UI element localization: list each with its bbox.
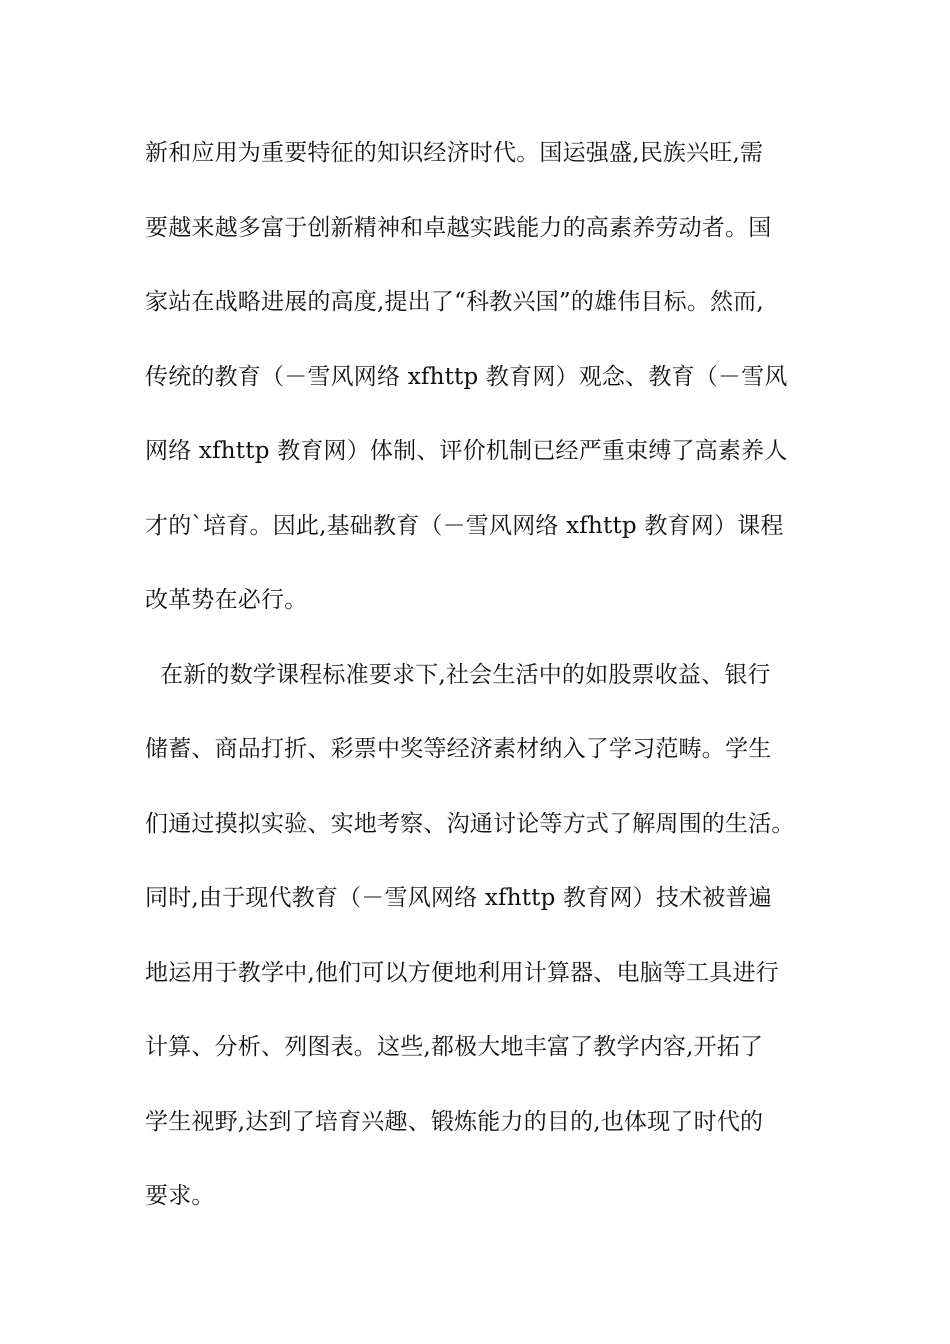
text-line: 学生视野,达到了培育兴趣、锻炼能力的目的,也体现了时代的 [145, 1108, 764, 1135]
text-line: 家站在战略进展的高度,提出了“科教兴国”的雄伟目标。然而, [145, 289, 764, 315]
text-line: 们通过摸拟实验、实地考察、沟通讨论等方式了解周围的生活。 [145, 810, 795, 837]
text-line: 地运用于教学中,他们可以方便地利用计算器、电脑等工具进行 [145, 959, 779, 986]
text-line: 要求。 [145, 1183, 215, 1209]
body-text [145, 130, 825, 1248]
text-line: 改革势在必行。 [145, 587, 308, 613]
text-line: 要越来越多富于创新精神和卓越实践能力的高素养劳动者。国 [145, 214, 772, 241]
text-line: 传统的教育（－雪风网络 xfhttp 教育网）观念、教育（－雪风 [145, 363, 788, 390]
text-line: 网络 xfhttp 教育网）体制、评价机制已经严重束缚了高素养人 [145, 438, 788, 464]
text-line: 新和应用为重要特征的知识经济时代。国运强盛,民族兴旺,需 [145, 140, 764, 166]
text-line: 计算、分析、列图表。这些,都极大地丰富了教学内容,开拓了 [145, 1034, 764, 1060]
text-line: 储蓄、商品打折、彩票中奖等经济素材纳入了学习范畴。学生 [145, 736, 772, 762]
text-line: 在新的数学课程标准要求下,社会生活中的如股票收益、银行 [145, 661, 771, 688]
text-line: 才的`培育。因此,基础教育（－雪风网络 xfhttp 教育网）课程 [145, 512, 784, 539]
text-line: 同时,由于现代教育（－雪风网络 xfhttp 教育网）技术被普遍 [145, 885, 772, 911]
